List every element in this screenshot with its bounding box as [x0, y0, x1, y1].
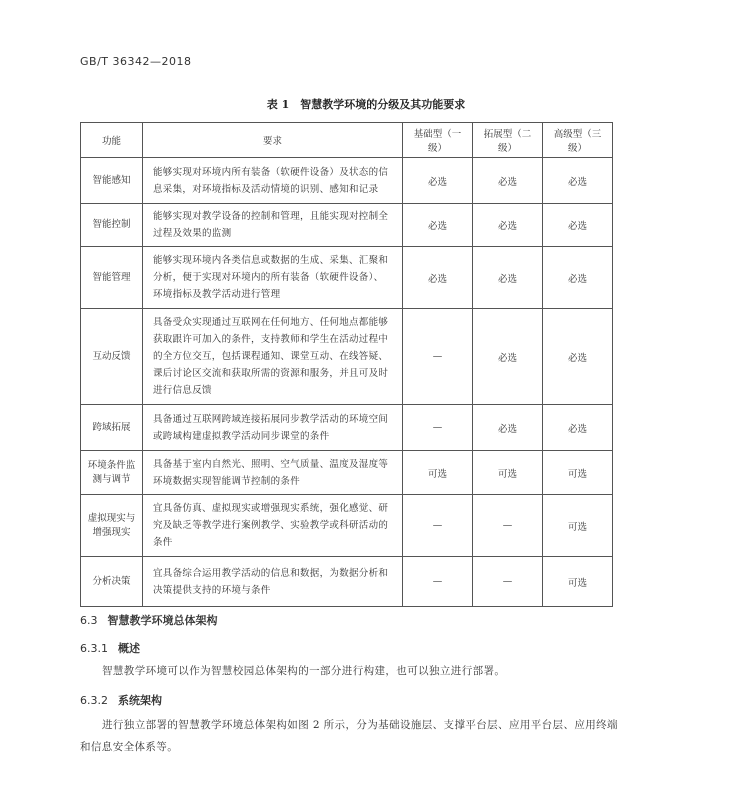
cell-level-1: — — [403, 309, 473, 405]
cell-function: 智能管理 — [81, 247, 143, 309]
section-title: 智慧教学环境总体架构 — [107, 614, 218, 627]
section-6-3-2-heading — [80, 692, 162, 708]
cell-level-3: 可选 — [543, 495, 613, 557]
cell-level-2: 必选 — [473, 158, 543, 204]
cell-requirement: 能够实现环境内各类信息或数据的生成、采集、汇聚和分析，便于实现对环境内的所有装备（软硬件设备）、环境指标及教学活动进行管理 — [143, 247, 403, 309]
section-number: 6.3.2 — [80, 694, 108, 707]
cell-requirement: 具备基于室内自然光、照明、空气质量、温度及湿度等环境数据实现智能调节控制的条件 — [143, 451, 403, 495]
cell-level-2: — — [473, 557, 543, 607]
table-row — [81, 495, 613, 557]
cell-level-2: 必选 — [473, 309, 543, 405]
section-title: 概述 — [118, 642, 140, 655]
cell-level-1: 必选 — [403, 158, 473, 204]
section-title: 系统架构 — [118, 694, 162, 707]
standard-code: GB/T 36342—2018 — [80, 55, 192, 68]
cell-requirement: 宜具备综合运用教学活动的信息和数据，为数据分析和决策提供支持的环境与条件 — [143, 557, 403, 607]
cell-requirement: 能够实现对教学设备的控制和管理，且能实现对控制全过程及效果的监测 — [143, 204, 403, 247]
architecture-paragraph: 进行独立部署的智慧教学环境总体架构如图 2 所示，分为基础设施层、支撑平台层、应用平台层、应用终端和信息安全体系等。 — [80, 719, 618, 753]
cell-level-3: 必选 — [543, 405, 613, 451]
table-header-row — [81, 123, 613, 158]
section-6-3-1-heading — [80, 640, 140, 656]
cell-level-2: 必选 — [473, 247, 543, 309]
table-row — [81, 405, 613, 451]
section-number: 6.3.1 — [80, 642, 108, 655]
cell-function: 分析决策 — [81, 557, 143, 607]
cell-level-3: 可选 — [543, 557, 613, 607]
section-6-3-heading — [80, 612, 218, 628]
cell-level-3: 必选 — [543, 204, 613, 247]
overview-paragraph: 智慧教学环境可以作为智慧校园总体架构的一部分进行构建，也可以独立进行部署。 — [102, 665, 506, 677]
cell-level-2: 必选 — [473, 405, 543, 451]
table-row — [81, 557, 613, 607]
cell-level-3: 可选 — [543, 451, 613, 495]
header-function: 功能 — [81, 123, 143, 158]
section-number: 6.3 — [80, 614, 98, 627]
cell-requirement: 具备通过互联网跨域连接拓展同步教学活动的环境空间或跨域构建虚拟教学活动同步课堂的条件 — [143, 405, 403, 451]
table-row — [81, 204, 613, 247]
function-requirements-table — [80, 122, 613, 607]
header-level-3: 高级型（三级） — [543, 123, 613, 158]
header-level-2: 拓展型（二级） — [473, 123, 543, 158]
cell-level-1: 可选 — [403, 451, 473, 495]
cell-level-2: — — [473, 495, 543, 557]
table-row — [81, 451, 613, 495]
cell-requirement: 宜具备仿真、虚拟现实或增强现实系统，强化感觉、研究及缺乏等教学进行案例教学、实验教学或科研活动的条件 — [143, 495, 403, 557]
cell-function: 智能感知 — [81, 158, 143, 204]
table-caption: 表 1 智慧教学环境的分级及其功能要求 — [266, 98, 466, 111]
cell-level-1: — — [403, 495, 473, 557]
cell-level-3: 必选 — [543, 247, 613, 309]
table-row — [81, 309, 613, 405]
header-level-1: 基础型（一级） — [403, 123, 473, 158]
cell-function: 智能控制 — [81, 204, 143, 247]
cell-requirement: 能够实现对环境内所有装备（软硬件设备）及状态的信息采集，对环境指标及活动情境的识别、感知和记录 — [143, 158, 403, 204]
table-row — [81, 158, 613, 204]
cell-function: 互动反馈 — [81, 309, 143, 405]
cell-level-3: 必选 — [543, 309, 613, 405]
cell-function: 环境条件监测与调节 — [81, 451, 143, 495]
cell-level-2: 必选 — [473, 204, 543, 247]
cell-function: 虚拟现实与增强现实 — [81, 495, 143, 557]
cell-level-2: 可选 — [473, 451, 543, 495]
cell-level-1: 必选 — [403, 247, 473, 309]
cell-level-1: 必选 — [403, 204, 473, 247]
cell-level-1: — — [403, 557, 473, 607]
cell-function: 跨域拓展 — [81, 405, 143, 451]
table-row — [81, 247, 613, 309]
cell-requirement: 具备受众实现通过互联网在任何地方、任何地点都能够获取跟许可加入的条件，支持教师和学生在活动过程中的全方位交互，包括课程通知、课堂互动、在线答疑、课后讨论区交流和获取所需的资源和服务，并且可及时进行信息反馈 — [143, 309, 403, 405]
cell-level-3: 必选 — [543, 158, 613, 204]
cell-level-1: — — [403, 405, 473, 451]
header-requirement: 要求 — [143, 123, 403, 158]
